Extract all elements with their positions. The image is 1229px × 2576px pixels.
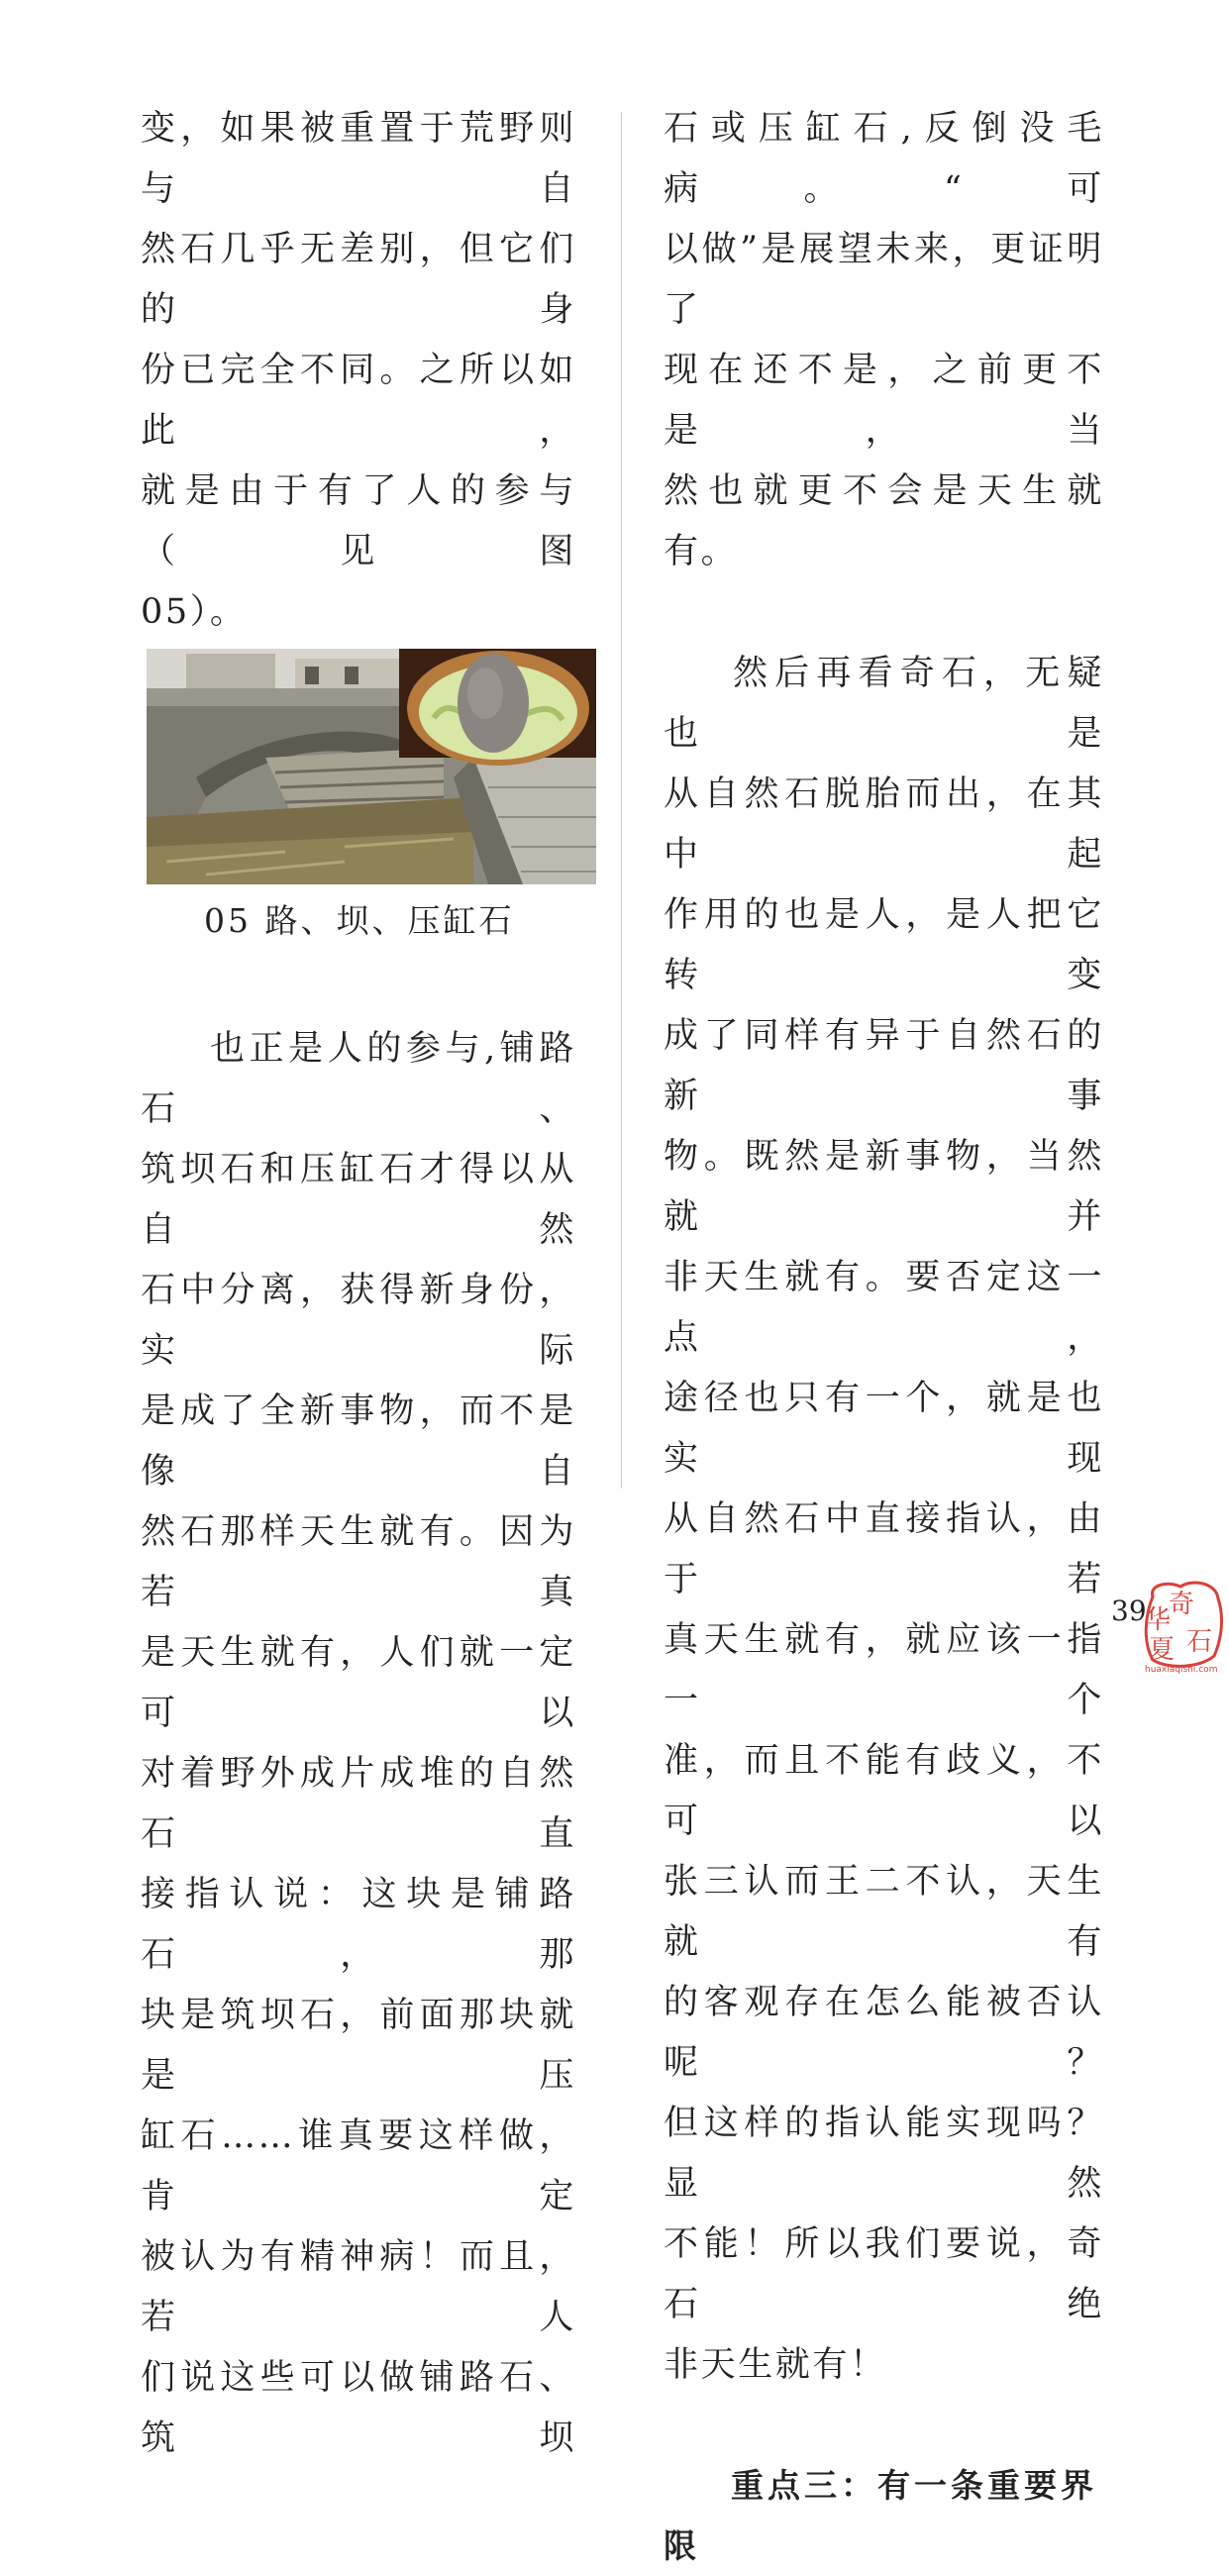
figure-caption: 05 路、坝、压缸石 [204, 901, 515, 940]
text-line: 变，如果被重置于荒野则与自 [141, 109, 576, 209]
text-line: 是天生就有，人们就一定可以 [141, 1633, 576, 1733]
site-logo [1139, 1577, 1226, 1676]
page-number: 39 [1111, 1595, 1147, 1627]
text-line: 现在还不是，之前更不是，当 [664, 351, 1104, 451]
text-line: 非天生就有！ [664, 2345, 887, 2385]
paragraph [664, 644, 1104, 2396]
text-line: 以做”是展望未来，更证明了 [664, 230, 1104, 330]
paragraph-continuation [141, 99, 576, 643]
text-line: 们说这些可以做铺路石、筑坝 [141, 2358, 576, 2458]
text-line: 从自然石脱胎而出，在其中起 [664, 774, 1104, 875]
text-line: 接指认说：这块是铺路石，那 [141, 1875, 576, 1975]
right-column [664, 99, 1104, 2576]
svg-text:夏: 夏 [1149, 1635, 1176, 1665]
paragraph [141, 1019, 576, 2469]
text-line: 真天生就有，就应该一指一个 [664, 1620, 1104, 1720]
text-line: 物。既然是新事物，当然就并 [664, 1137, 1104, 1237]
svg-text:奇: 奇 [1169, 1590, 1195, 1619]
text-line: 缸石……谁真要这样做，肯定 [141, 2116, 576, 2216]
text-line: 然后再看奇石，无疑也是 [664, 654, 1104, 754]
seal-logo-icon [1139, 1577, 1226, 1676]
text-line: 成了同样有异于自然石的新事 [664, 1016, 1104, 1116]
text-line: 块是筑坝石，前面那块就是压 [141, 1996, 576, 2096]
text-line: 非天生就有。要否定这一点， [664, 1258, 1104, 1358]
text-line: 就是由于有了人的参与（见图 [141, 471, 576, 571]
text-line: 然也就更不会是天生就有。 [664, 471, 1104, 571]
text-line: 对着野外成片成堆的自然石直 [141, 1754, 576, 1854]
text-line: 然石那样天生就有。因为若真 [141, 1512, 576, 1612]
text-line: 05）。 [141, 592, 248, 632]
text-line: 被认为有精神病！而且，若人 [141, 2237, 576, 2337]
section-heading: 重点三：有一条重要界限 [664, 2466, 1097, 2565]
text-line: 石中分离，获得新身份，实际 [141, 1271, 576, 1371]
paragraph-continuation [664, 99, 1104, 582]
text-line: 然石几乎无差别，但它们的身 [141, 230, 576, 330]
left-column [141, 99, 576, 2469]
text-line: 准，而且不能有歧义，不可以 [664, 1741, 1104, 1841]
svg-text:石: 石 [1186, 1627, 1213, 1657]
text-line: 作用的也是人，是人把它转变 [664, 895, 1104, 995]
svg-text:华: 华 [1145, 1605, 1172, 1635]
text-line: 份已完全不同。之所以如此， [141, 351, 576, 451]
text-line: 不能！所以我们要说，奇石绝 [664, 2224, 1104, 2324]
text-line: 筑坝石和压缸石才得以从自然 [141, 1150, 576, 1250]
text-line: 的客观存在怎么能被否认呢？ [664, 1983, 1104, 2083]
svg-text:huaxiaqishi.com: huaxiaqishi.com [1145, 1665, 1218, 1675]
road-dam-stone-photo [147, 649, 596, 884]
text-line: 张三认而王二不认，天生就有 [664, 1862, 1104, 1962]
text-line: 途径也只有一个，就是也实现 [664, 1379, 1104, 1479]
text-line: 从自然石中直接指认，由于若 [664, 1499, 1104, 1599]
text-line: 是成了全新事物，而不是像自 [141, 1391, 576, 1492]
column-divider [621, 112, 622, 1489]
text-line: 石或压缸石,反倒没毛病。“可 [664, 109, 1104, 209]
figure-05-photo [147, 649, 596, 884]
text-line: 也正是人的参与,铺路石、 [141, 1029, 576, 1129]
text-line: 但这样的指认能实现吗？显然 [664, 2104, 1104, 2204]
